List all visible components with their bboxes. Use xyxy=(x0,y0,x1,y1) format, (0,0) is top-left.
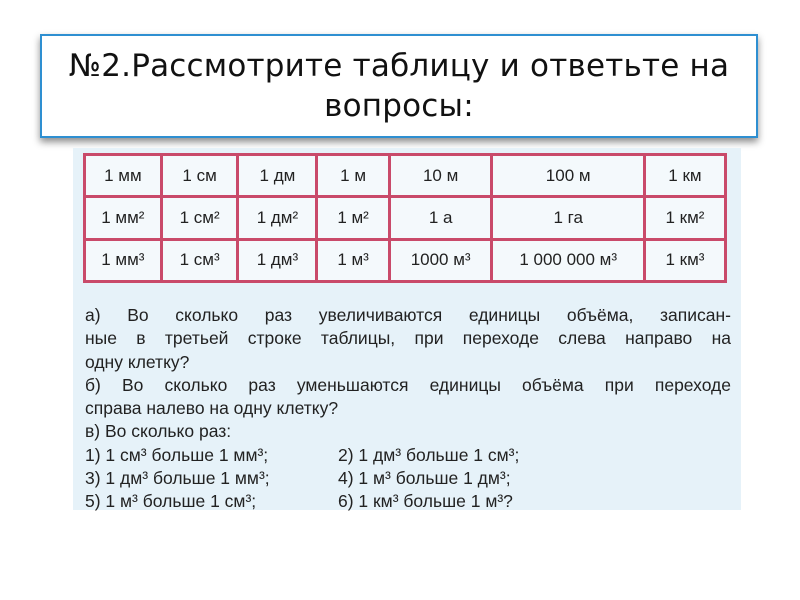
table-cell: 10 м xyxy=(389,155,492,197)
questions-block xyxy=(85,304,731,514)
table-cell: 1 км³ xyxy=(644,239,725,281)
table-cell: 1000 м³ xyxy=(389,239,492,281)
table-cell: 1 а xyxy=(389,197,492,239)
table-cell: 1 га xyxy=(492,197,644,239)
question-a-line: одну клетку? xyxy=(85,351,190,372)
question-v-pair xyxy=(85,490,731,513)
question-v-item: 4) 1 м³ больше 1 дм³; xyxy=(338,468,511,489)
table-cell: 1 мм xyxy=(85,155,162,197)
table-cell: 1 дм² xyxy=(238,197,317,239)
question-v-pair xyxy=(85,444,731,467)
table-cell: 1 см² xyxy=(161,197,238,239)
question-b-line: б) Во сколько раз уменьшаются единицы объёма при переходе xyxy=(85,374,731,395)
table-cell: 1 дм xyxy=(238,155,317,197)
table-cell: 1 км xyxy=(644,155,725,197)
table-cell: 1 м² xyxy=(317,197,389,239)
table-cell: 1 м xyxy=(317,155,389,197)
question-a-line: ные в третьей строке таблицы, при переходе слева направо на xyxy=(85,328,731,349)
title-box xyxy=(40,34,758,138)
question-v-item: 1) 1 см³ больше 1 мм³; xyxy=(85,444,269,465)
question-v-item: 6) 1 км³ больше 1 м³? xyxy=(338,491,513,512)
table-cell: 1 дм³ xyxy=(238,239,317,281)
slide-title: №2.Рассмотрите таблицу и ответьте на вопросы: xyxy=(68,48,730,124)
table-cell: 1 см xyxy=(161,155,238,197)
table-cell: 1 км² xyxy=(644,197,725,239)
question-v-item: 2) 1 дм³ больше 1 см³; xyxy=(338,444,520,465)
table-cell: 1 м³ xyxy=(317,239,389,281)
question-a-line: а) Во сколько раз увеличиваются единицы объёма, записан- xyxy=(85,305,731,325)
table-cell: 1 000 000 м³ xyxy=(492,239,644,281)
table-cell: 100 м xyxy=(492,155,644,197)
question-v-pair xyxy=(85,467,731,490)
table-row-area xyxy=(85,197,726,239)
table-row-length xyxy=(85,155,726,197)
table-cell: 1 мм² xyxy=(85,197,162,239)
question-v-item: 3) 1 дм³ больше 1 мм³; xyxy=(85,468,270,489)
question-v-heading: в) Во сколько раз: xyxy=(85,421,232,442)
table-cell: 1 мм³ xyxy=(85,239,162,281)
table-row-volume xyxy=(85,239,726,281)
table-cell: 1 см³ xyxy=(161,239,238,281)
textbook-page xyxy=(73,148,741,510)
units-table xyxy=(83,153,727,283)
question-v-item: 5) 1 м³ больше 1 см³; xyxy=(85,491,257,512)
units-table-frame xyxy=(83,153,727,283)
question-b-line: справа налево на одну клетку? xyxy=(85,398,339,419)
